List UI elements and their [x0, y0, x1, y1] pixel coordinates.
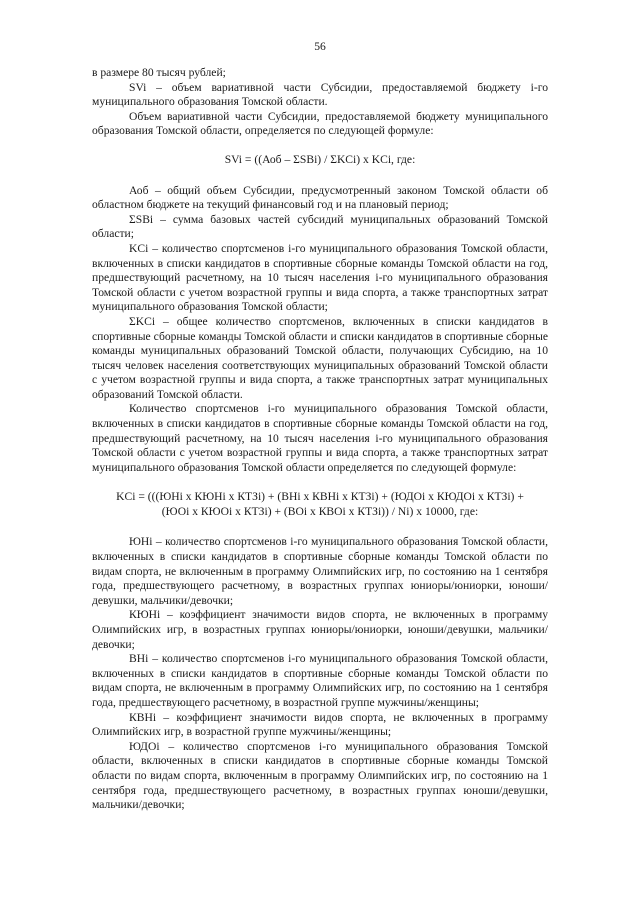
paragraph: Объем вариативной части Субсидии, предоставляемой бюджету муниципального образования Томской области, определяется по следующей формуле:	[92, 109, 548, 138]
paragraph: Аоб – общий объем Субсидии, предусмотренный законом Томской области об областном бюджете на текущий финансовый год и на плановый период;	[92, 183, 548, 212]
paragraph: КВНi – коэффициент значимости видов спорта, не включенных в программу Олимпийских игр, в возрастной группе мужчины/женщины;	[92, 710, 548, 739]
page-content	[92, 66, 548, 813]
paragraph: KCi – количество спортсменов i-го муниципального образования Томской области, включенных в списки кандидатов в спортивные сборные команды Томской области на год, предшествующий расчетному, на 10 тысяч населения i-го муниципального образования Томской области с учетом возрастной группы и вида спорта, а также транспортных затрат муниципального образования Томской области;	[92, 241, 548, 314]
paragraph: КЮНi – коэффициент значимости видов спорта, не включенных в программу Олимпийских игр, в возрастных группах юниоры/юниорки, юноши/девушки, мальчики/девочки;	[92, 608, 548, 651]
formula-kci-line-1: KCi = (((ЮНi x КЮНi x КТЗi) + (ВНi x КВНi x КТЗi) + (ЮДОi x КЮДОi x КТЗi) +	[116, 490, 524, 504]
paragraph: SVi – объем вариативной части Субсидии, предоставляемой бюджету i-го муниципального образования Томской области.	[92, 80, 548, 109]
paragraph: ЮНi – количество спортсменов i-го муниципального образования Томской области, включенных в списки кандидатов в спортивные сборные команды Томской области по видам спорта, не включенным в программу Олимпийских игр, по состоянию на 1 сентября года, предшествующего расчетному, в возрастных группах юниоры/юниорки, юноши/девушки, мальчики/девочки;	[92, 535, 548, 607]
paragraph: ЮДОi – количество спортсменов i-го муниципального образования Томской области, включенных в списки кандидатов в спортивные сборные команды Томской области по видам спорта, включенным в программу Олимпийских игр, по состоянию на 1 сентября года, предшествующего расчетному, в возрастных группах юноши/девушки, мальчики/девочки;	[92, 739, 548, 812]
formula-svi: SVi = ((Аоб – ΣSBi) / ΣKCi) x KCi, где:	[224, 152, 416, 166]
page-number: 56	[314, 40, 326, 53]
paragraph: ΣSBi – сумма базовых частей субсидий муниципальных образований Томской области;	[92, 212, 548, 241]
formula-kci-line-2: (ЮОi x КЮОi x КТЗi) + (ВОi x КВОi x КТЗi)) / Ni) x 10000, где:	[161, 505, 479, 519]
paragraph: Количество спортсменов i-го муниципального образования Томской области, включенных в списки кандидатов в спортивные сборные команды Томской области на год, предшествующий расчетному, на 10 тысяч населения i-го муниципального образования Томской области с учетом возрастной группы и вида спорта, а также транспортных затрат муниципального образования Томской области определяется по следующей формуле:	[92, 402, 548, 474]
paragraph: ВНi – количество спортсменов i-го муниципального образования Томской области, включенных в списки кандидатов в спортивные сборные команды Томской области по видам спорта, не включенным в программу Олимпийских игр, по состоянию на 1 сентября года, предшествующего расчетному, в возрастной группе мужчины/женщины;	[92, 652, 548, 709]
paragraph: ΣKCi – общее количество спортсменов, включенных в списки кандидатов в спортивные сборные команды Томской области и списки кандидатов в спортивные сборные команды муниципальных образований Томской области, получающих Субсидию, на 10 тысяч человек населения соответствующих муниципальных образований Томской области с учетом возрастной группы и вида спорта, а также транспортных затрат муниципальных образований Томской области.	[92, 314, 548, 401]
formula-kci	[92, 489, 548, 519]
paragraph: в размере 80 тысяч рублей;	[92, 66, 226, 79]
